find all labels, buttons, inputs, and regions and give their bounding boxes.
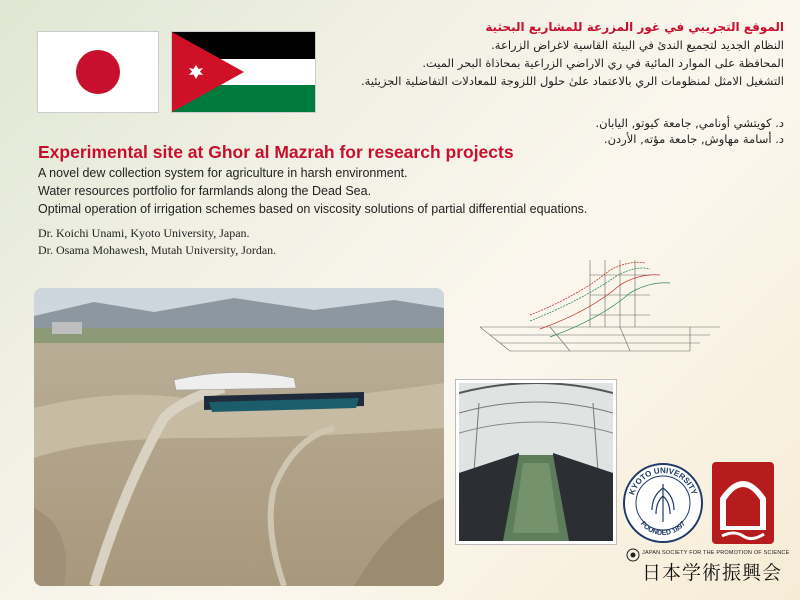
arabic-line-3: التشغيل الامثل لمنظومات الري بالاعتماد علىٰ حلول اللزوجة للمعادلات التفاضلية الجزيئية. bbox=[361, 74, 784, 88]
arabic-line-1: النظام الجديد لتجميع الندئ في البيئة القاسية لاغراض الزراعة. bbox=[491, 38, 784, 52]
arabic-author-2: د. أسامة مهاوش, جامعة مؤته, الأردن. bbox=[603, 132, 784, 146]
jsps-mark-icon bbox=[626, 548, 640, 562]
mutah-university-logo bbox=[710, 460, 776, 546]
kyoto-logo-top-text: KYOTO UNIVERSITY bbox=[627, 465, 699, 497]
arabic-author-1: د. كويتشي أونامي, جامعة كيوتو, اليابان. bbox=[595, 116, 784, 130]
arabic-line-2: المحافظة على الموارد المائية في ري الاراضي الزراعية بمحاذاة البحر الميت. bbox=[422, 56, 784, 70]
pde-surface-plot bbox=[470, 255, 730, 365]
jordan-flag bbox=[172, 32, 315, 112]
jsps-logo bbox=[626, 548, 790, 592]
english-line-3: Optimal operation of irrigation schemes based on viscosity solutions of partial differential equations. bbox=[38, 202, 588, 216]
greenhouse-photo bbox=[456, 380, 616, 544]
arabic-title: الموقع التجريبي في غور المزرعة للمشاريع البحثية bbox=[485, 20, 784, 34]
japan-flag-sun bbox=[76, 50, 120, 94]
site-photo bbox=[34, 288, 444, 586]
english-line-2: Water resources portfolio for farmlands along the Dead Sea. bbox=[38, 184, 372, 198]
english-author-1: Dr. Koichi Unami, Kyoto University, Japan. bbox=[38, 226, 250, 240]
japan-flag bbox=[38, 32, 158, 112]
jordan-flag-triangle bbox=[172, 32, 315, 112]
english-title: Experimental site at Ghor al Mazrah for research projects bbox=[38, 142, 514, 162]
english-author-2: Dr. Osama Mohawesh, Mutah University, Jordan. bbox=[38, 243, 277, 257]
kyoto-logo-bottom-text: FOUNDED 1897 bbox=[638, 520, 688, 538]
english-line-1: A novel dew collection system for agriculture in harsh environment. bbox=[38, 166, 408, 180]
jsps-japanese-name: 日本学術振興会 bbox=[642, 562, 783, 584]
kyoto-university-logo bbox=[622, 462, 704, 544]
jsps-english-name: JAPAN SOCIETY FOR THE PROMOTION OF SCIENCE bbox=[642, 550, 790, 556]
